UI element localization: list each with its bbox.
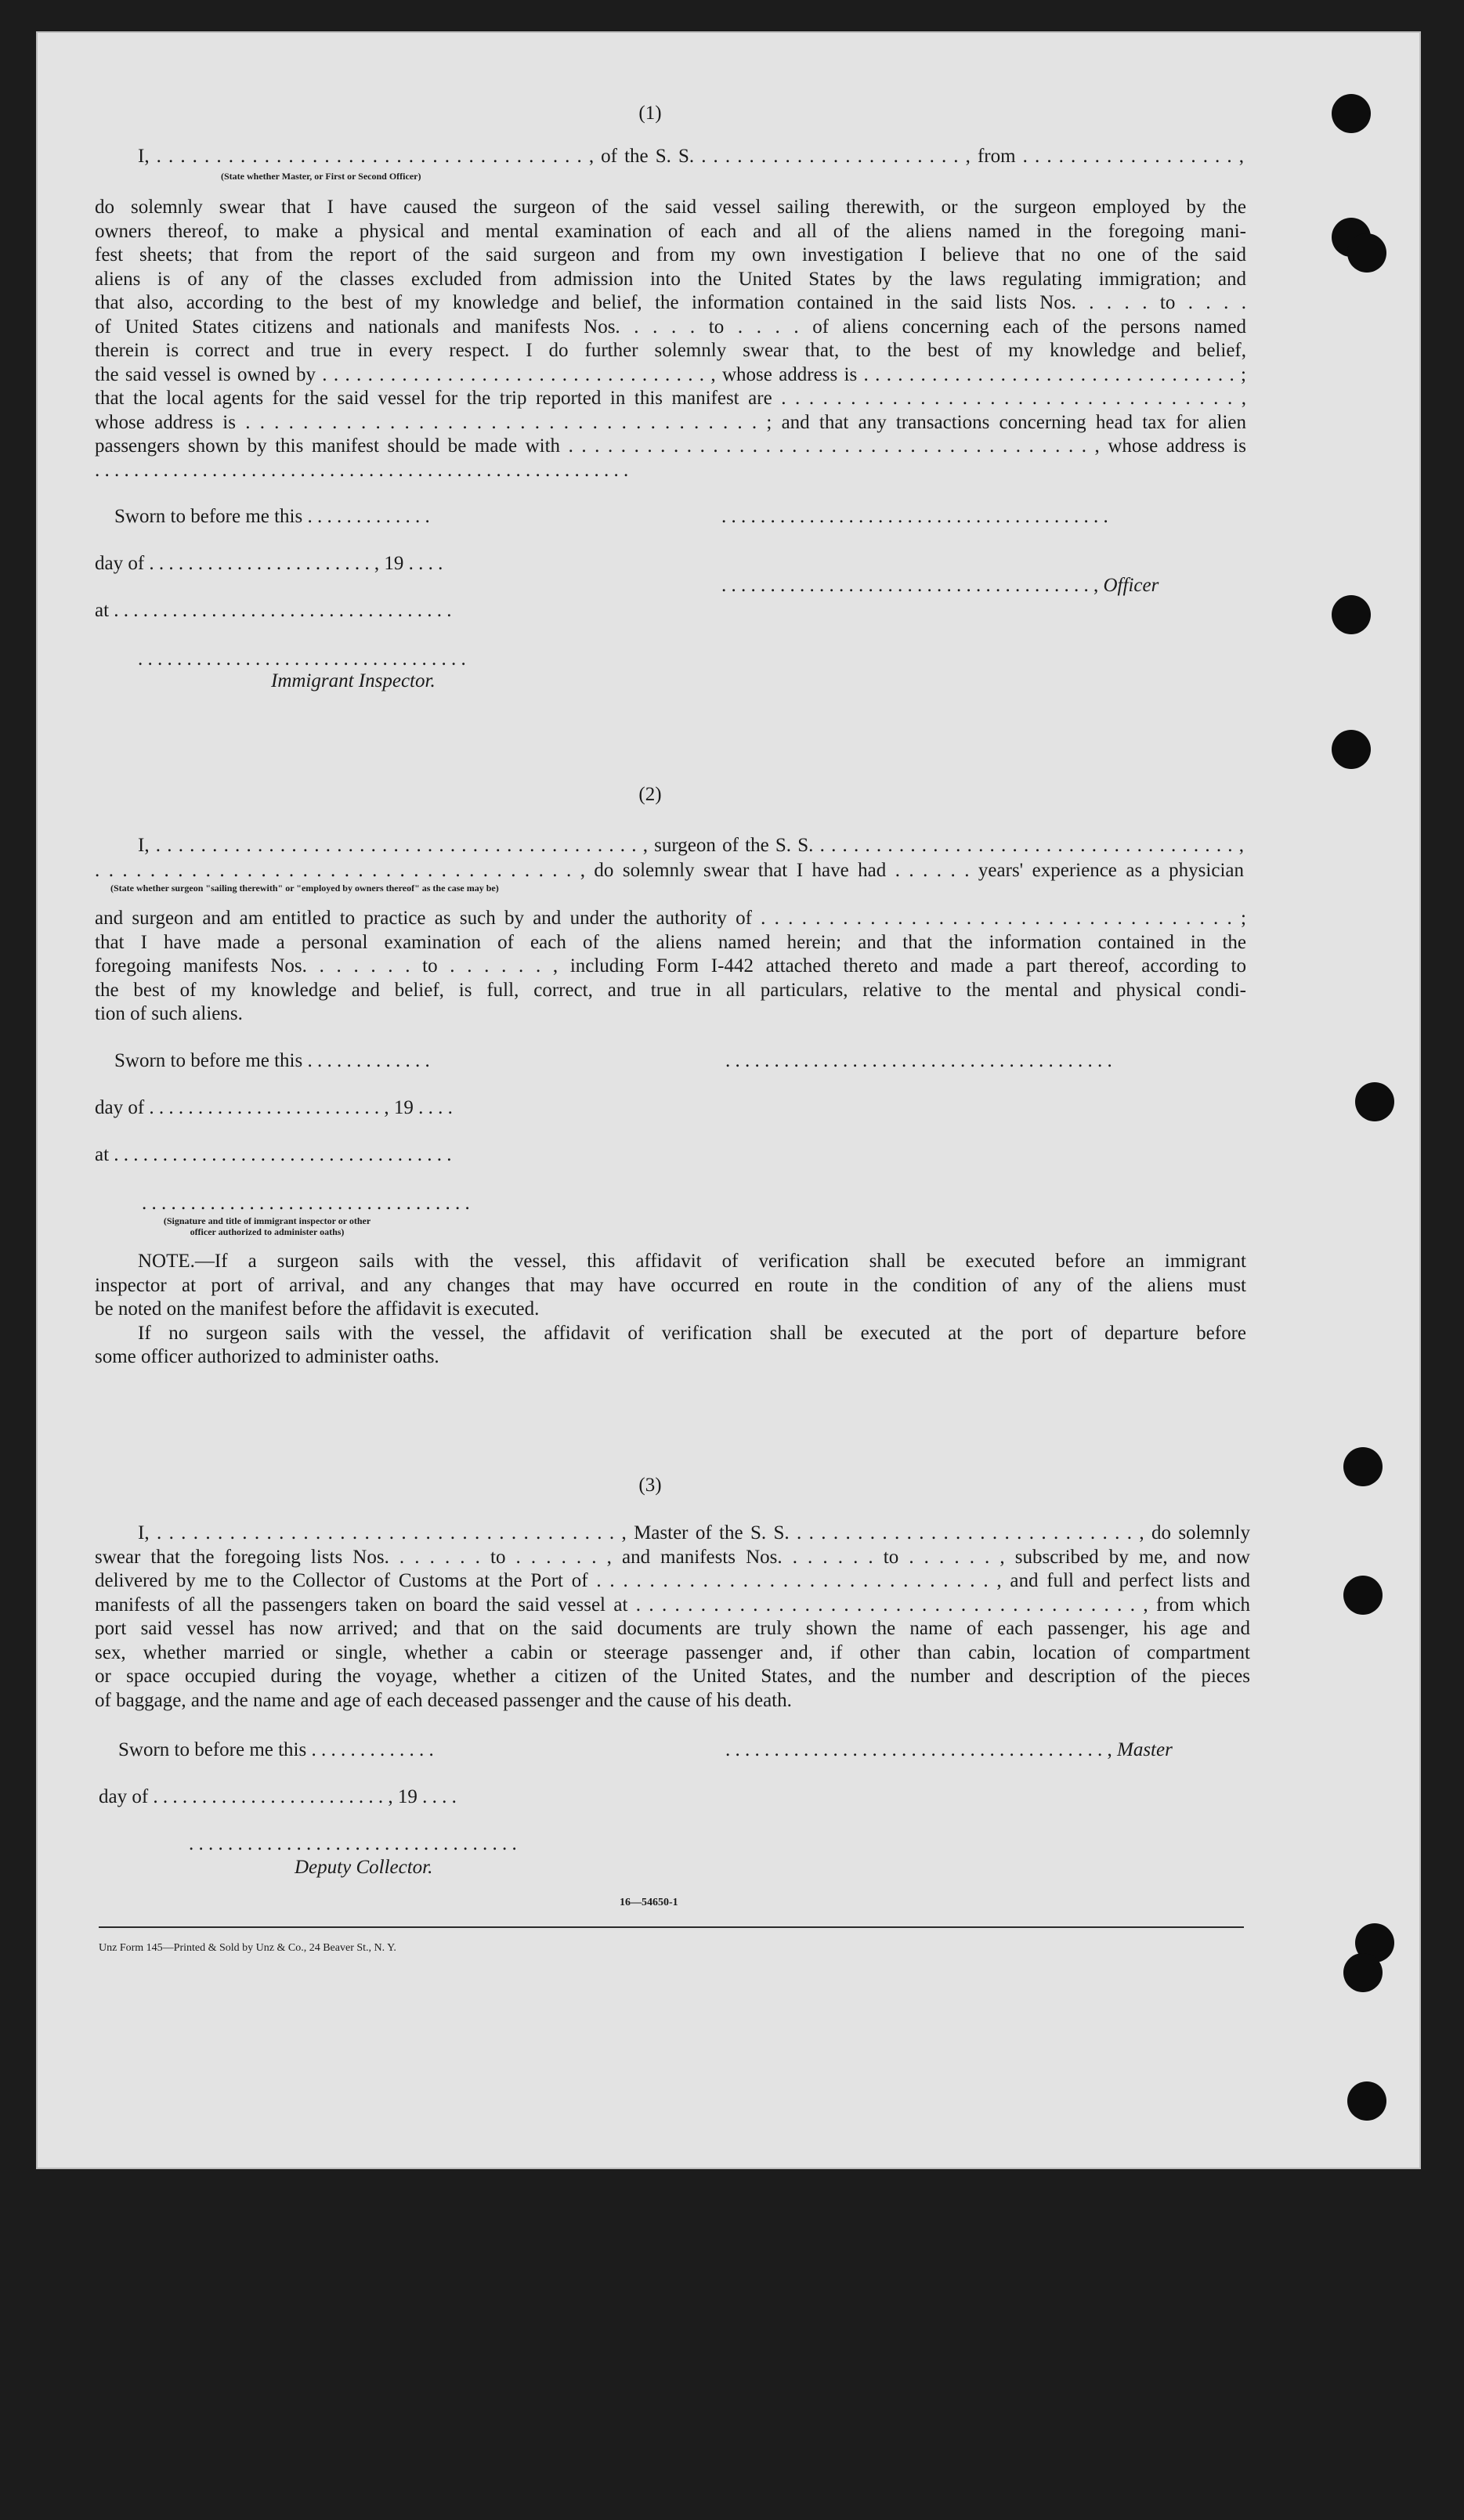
punch-hole [1332,595,1371,634]
punch-hole [1332,730,1371,769]
inspector-signature-dots: . . . . . . . . . . . . . . . . . . . . . . . . . . . . . . . . . . [138,648,466,670]
body-line: whose address is . . . . . . . . . . . . . . . . . . . . . . . . . . . . . . . . . . . . ; and that any transactions concerning head tax for alien [95,411,1246,433]
officer-dots: . . . . . . . . . . . . . . . . . . . . . . . . . . . . . . . . . . . . . . , [721,575,1104,596]
note-line: some officer authorized to administer oaths. [95,1346,439,1367]
body-line: of baggage, and the name and age of each deceased passenger and the cause of his death. [95,1689,792,1711]
official-signature-dots: . . . . . . . . . . . . . . . . . . . . . . . . . . . . . . . . . . [142,1193,470,1214]
punch-hole [1343,1447,1383,1486]
surgeon-oath-body [95,907,1246,1027]
sworn-line: Sworn to before me this . . . . . . . . . . . . . [114,506,430,527]
master-label: Master [1117,1739,1173,1760]
surgeon-signature-dots: . . . . . . . . . . . . . . . . . . . . . . . . . . . . . . . . . . . . . . . . [725,1050,1112,1071]
body-line: therein is correct and true in every respect. I do further solemnly swear that, to the best of my knowledge and belief, [95,340,1246,361]
body-line: the best of my knowledge and belief, is full, correct, and true in all particulars, relative to the mental and physical condi- [95,979,1246,1001]
body-line: that I have made a personal examination of each of the aliens named herein; and that the information contained in the [95,931,1246,953]
body-line: fest sheets; that from the report of the said surgeon and from my own investigation I believe that no one of the said [95,244,1246,265]
sworn-line: Sworn to before me this . . . . . . . . . . . . . [118,1739,434,1760]
punch-hole [1355,1082,1394,1121]
body-line: tion of such aliens. [95,1003,243,1024]
body-line: owners thereof, to make a physical and mental examination of each and all of the aliens named in the foregoing mani- [95,220,1246,242]
body-line: aliens is of any of the classes excluded from admission into the United States by the laws regulating immigration; and [95,268,1246,290]
sworn-line: Sworn to before me this . . . . . . . . . . . . . [114,1050,430,1071]
day-line: day of . . . . . . . . . . . . . . . . . . . . . . . . , 19 . . . . [95,1097,453,1118]
master-line [725,1738,1173,1762]
printer-credit: Unz Form 145—Printed & Sold by Unz & Co., 24 Beaver St., N. Y. [99,1942,396,1954]
section-number: (1) [638,103,662,124]
form-code: 16—54650-1 [620,1897,678,1908]
officer-label: Officer [1103,575,1159,596]
note-line: If no surgeon sails with the vessel, the affidavit of verification shall be executed at the port of departure before [138,1322,1246,1344]
footer-divider [99,1926,1244,1928]
body-line: . . . . . . . . . . . . . . . . . . . . . . . . . . . . . . . . . . . . . . . . . . . . . . . . . . . . . . . [95,459,629,481]
body-line: of United States citizens and nationals and manifests Nos. . . . . to . . . . of aliens concerning each of the persons named [95,316,1246,338]
punch-hole [1343,1953,1383,1992]
section-number: (3) [638,1475,662,1496]
section-number: (2) [638,784,662,805]
body-line: port said vessel has now arrived; and that on the said documents are truly shown the name of each passenger, his age and [95,1618,1250,1639]
surgeon-oath-line2: . . . . . . . . . . . . . . . . . . . . . . . . . . . . . . . . . . . , do solemnly swear that I have had . . . . . . years' experience as a physician [95,860,1244,881]
at-line: at . . . . . . . . . . . . . . . . . . . . . . . . . . . . . . . . . . . [95,1144,452,1165]
officer-line [721,574,1159,598]
body-line: passengers shown by this manifest should be made with . . . . . . . . . . . . . . . . . . . . . . . . . . . . . . . . . . . . . . . . , whose address is [95,435,1246,457]
body-line: or space occupied during the voyage, whether a citizen of the United States, and the number and description of the pieces [95,1666,1250,1687]
body-line: swear that the foregoing lists Nos. . . . . . . to . . . . . . , and manifests Nos. . . . . . . to . . . . . . , subscribed by me, and now [95,1546,1250,1568]
note-line: NOTE.—If a surgeon sails with the vessel, this affidavit of verification shall be executed before an immigrant [138,1251,1246,1272]
note-line: inspector at port of arrival, and any changes that may have occurred en route in the condition of any of the aliens must [95,1274,1246,1296]
body-line: I, . . . . . . . . . . . . . . . . . . . . . . . . . . . . . . . . . . . . . . , Master of the S. S. . . . . . . . . . . . . . . . . . . . . . . . . . . . . , do solemnly [138,1522,1250,1543]
body-line: that also, according to the best of my knowledge and belief, the information contained in the said lists Nos. . . . . to . . . . [95,292,1246,313]
punch-hole [1343,1576,1383,1615]
body-line: do solemnly swear that I have caused the surgeon of the said vessel sailing therewith, or the surgeon employed by the [95,197,1246,218]
collector-signature-dots: . . . . . . . . . . . . . . . . . . . . . . . . . . . . . . . . . . [189,1833,517,1854]
note-line: be noted on the manifest before the affidavit is executed. [95,1298,540,1320]
official-signature-label: (Signature and title of immigrant inspector or other officer authorized to administer oaths) [163,1215,371,1237]
manifest-affidavit-page [36,31,1421,2169]
surgeon-sublabel: (State whether surgeon "sailing therewith" or "employed by owners thereof" as the case may be) [110,883,499,894]
master-dots: . . . . . . . . . . . . . . . . . . . . . . . . . . . . . . . . . . . . . . . , [725,1739,1117,1760]
collector-label: Deputy Collector. [295,1857,433,1878]
collector-oath-body [95,1522,1250,1713]
body-line: delivered by me to the Collector of Customs at the Port of . . . . . . . . . . . . . . . . . . . . . . . . . . . . . . , and full and perfect lists and [95,1570,1250,1591]
body-line: that the local agents for the said vessel for the trip reported in this manifest are . . . . . . . . . . . . . . . . . . . . . . . . . . . . . . . . . , [95,388,1246,409]
body-line: and surgeon and am entitled to practice as such by and under the authority of . . . . . . . . . . . . . . . . . . . . . . . . . . . . . . . . . . . ; [95,908,1246,929]
note-paragraph [95,1250,1246,1370]
surgeon-oath-line: I, . . . . . . . . . . . . . . . . . . . . . . . . . . . . . . . . . . . . . . . . . . . , surgeon of the S. S. . . . . . . . . . . . . . . . . . . . . . . . . . . . . . . . . . . . . . , [138,835,1244,856]
body-line: the said vessel is owned by . . . . . . . . . . . . . . . . . . . . . . . . . . . . . . . . . . , whose address is . . . . . . . . . . . . . . . . . . . . . . . . . . . . . . . . . ; [95,363,1246,385]
body-line: sex, whether married or single, whether a cabin or steerage passenger and, if other than cabin, location of compartment [95,1641,1250,1663]
punch-hole [1347,233,1386,273]
master-oath-body [95,196,1246,482]
day-line: day of . . . . . . . . . . . . . . . . . . . . . . . , 19 . . . . [95,553,443,574]
body-line: manifests of all the passengers taken on board the said vessel at . . . . . . . . . . . . . . . . . . . . . . . . . . . . . . . . . . . . . . . , from which [95,1594,1250,1616]
oath-sublabel: (State whether Master, or First or Second Officer) [221,171,421,182]
punch-hole [1347,2081,1386,2121]
body-line: foregoing manifests Nos. . . . . . . to . . . . . . , including Form I-442 attached thereto and made a part thereof, according to [95,955,1246,977]
punch-hole [1332,94,1371,133]
inspector-label: Immigrant Inspector. [271,670,436,691]
day-line: day of . . . . . . . . . . . . . . . . . . . . . . . . , 19 . . . . [99,1786,457,1807]
officer-signature-dots: . . . . . . . . . . . . . . . . . . . . . . . . . . . . . . . . . . . . . . . . [721,506,1108,527]
at-line: at . . . . . . . . . . . . . . . . . . . . . . . . . . . . . . . . . . . [95,600,452,621]
master-oath-line: I, . . . . . . . . . . . . . . . . . . . . . . . . . . . . . . . . . . . . , of the S. S. . . . . . . . . . . . . . . . . . . . . . . , from . . . . . . . . . . . . . . . . . . , [138,146,1244,167]
